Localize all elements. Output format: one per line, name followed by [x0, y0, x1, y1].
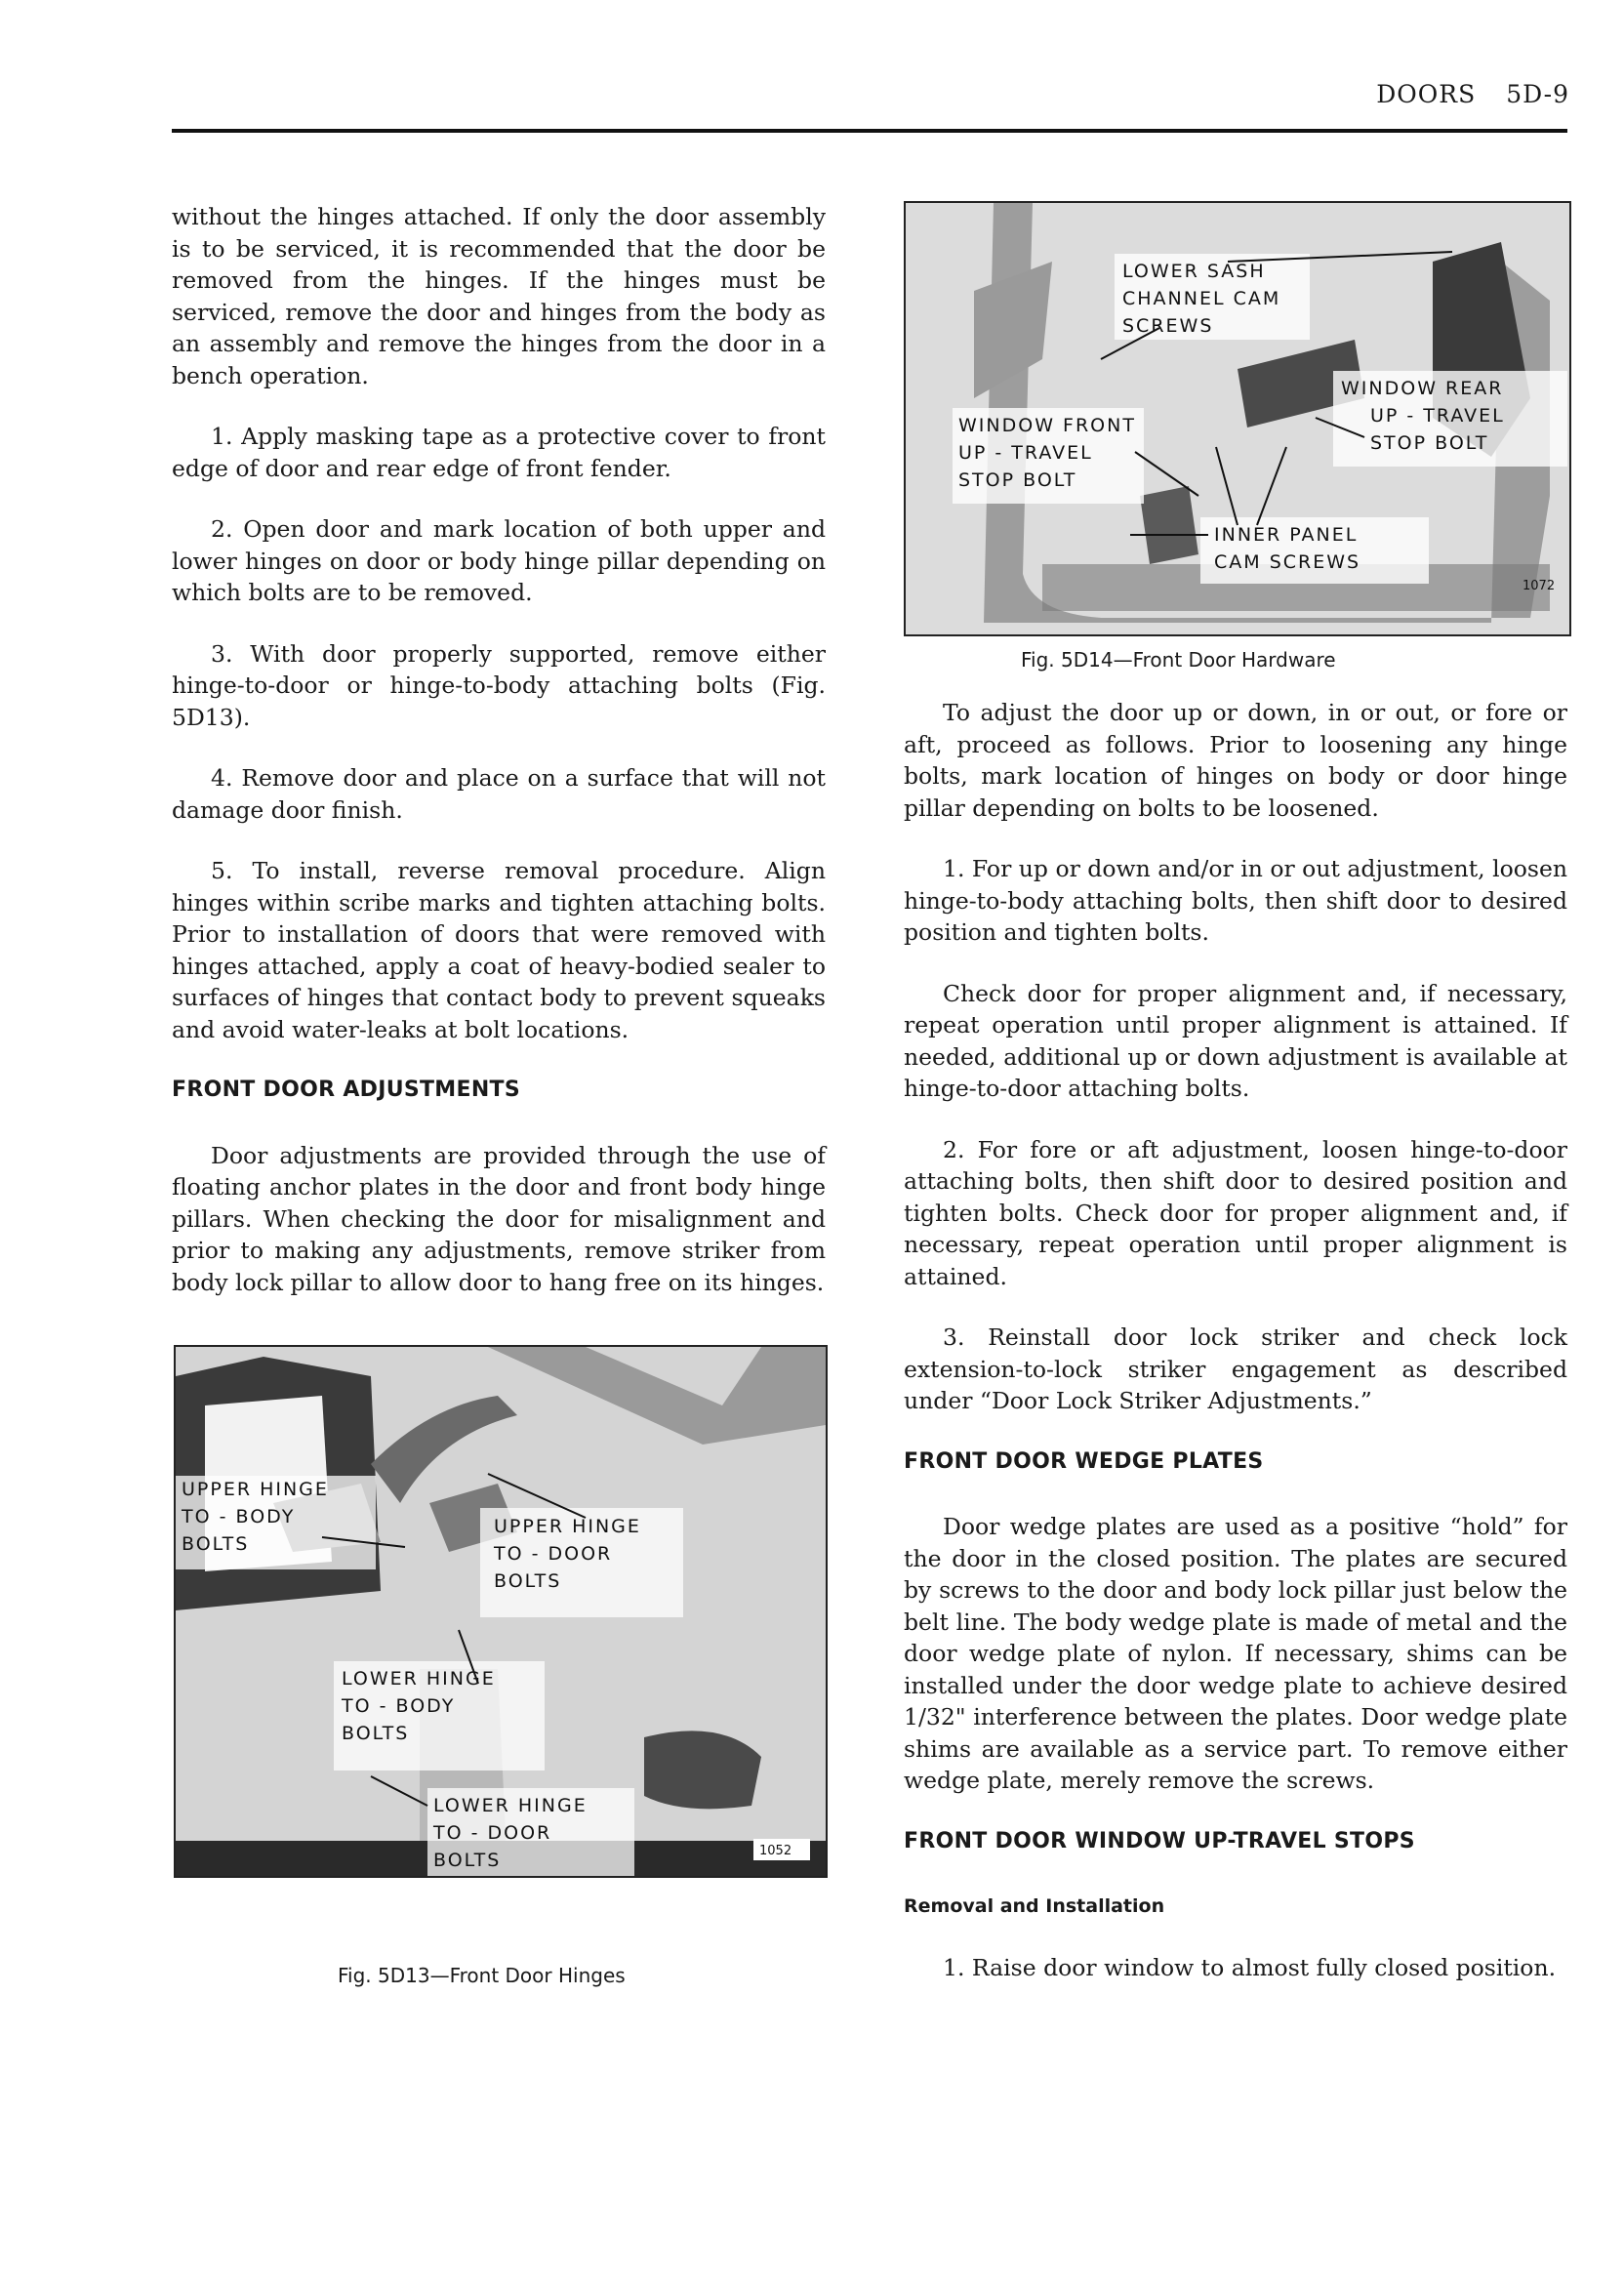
- figure-5d13-front-door-hinges: [174, 1345, 828, 1878]
- inner-panel-label-1: INNER PANEL: [1214, 524, 1359, 546]
- upper-hinge-to-body-label-1: UPPER HINGE: [182, 1479, 329, 1500]
- left-column: [172, 201, 826, 1327]
- front-stop-label-1: WINDOW FRONT: [958, 415, 1136, 436]
- step-1: 1. Apply masking tape as a protective cover to front edge of door and rear edge of front fender.: [172, 423, 826, 482]
- lower-hinge-to-body-label-1: LOWER HINGE: [342, 1668, 496, 1690]
- wedge-plates-paragraph: Door wedge plates are used as a positive “hold” for the door in the closed position. The plates are secured by screws to the door and body lock pillar just below the belt line. The body wedge plate is made of metal and the door wedge plate of nylon. If necessary, shims can be installed under the door wedge plate to achieve desired 1/32" interference between the plates. Door wedge plate shims are available as a service part. To remove either wedge plate, merely remove the screws.: [904, 1513, 1567, 1794]
- adjust-step-1: 1. For up or down and/or in or out adjustment, loosen hinge-to-body attaching bolts, then shift door to desired position and tighten bolts.: [904, 855, 1567, 946]
- lower-hinge-to-door-label-3: BOLTS: [433, 1850, 502, 1871]
- inner-panel-label-2: CAM SCREWS: [1214, 551, 1361, 573]
- step-5: 5. To install, reverse removal procedure. Align hinges within scribe marks and tighten attaching bolts. Prior to installation of doors that were removed with hinges attached, apply a coat of heavy-bodied sealer to surfaces of hinges that contact body to prevent squeaks and avoid water-leaks at bolt locations.: [172, 857, 826, 1043]
- upper-hinge-to-door-label-3: BOLTS: [494, 1570, 562, 1592]
- header-rule: [172, 129, 1567, 133]
- figure-5d14-caption: Fig. 5D14—Front Door Hardware: [1021, 648, 1336, 672]
- lower-hinge-to-door-label-2: TO - DOOR: [433, 1822, 552, 1844]
- section-title: DOORS: [1376, 80, 1477, 108]
- adjust-step-2: 2. For fore or aft adjustment, loosen hinge-to-door attaching bolts, then shift door to desired position and tighten bolts. Check door for proper alignment and, if necessary, repeat operation until proper alignment is attained.: [904, 1135, 1567, 1290]
- rear-stop-label-3: STOP BOLT: [1370, 432, 1489, 454]
- page-header: [1355, 80, 1569, 108]
- front-stop-label-3: STOP BOLT: [958, 469, 1077, 491]
- rear-stop-label-2: UP - TRAVEL: [1370, 405, 1505, 427]
- front-door-adjustments-heading: FRONT DOOR ADJUSTMENTS: [172, 1078, 520, 1102]
- lower-hinge-to-body-label-2: TO - BODY: [342, 1695, 456, 1717]
- adjust-step-3: 3. Reinstall door lock striker and check lock extension-to-lock striker engagement as described under “Door Lock Striker Adjustments.”: [904, 1323, 1567, 1414]
- adjustments-paragraph: Door adjustments are provided through the use of floating anchor plates in the door and front body hinge pillars. When checking the door for misalignment and prior to making any adjustments, remove striker from body lock pillar to allow door to hang free on its hinges.: [172, 1141, 826, 1296]
- removal-installation-subheading: Removal and Installation: [904, 1895, 1165, 1917]
- lower-hinge-to-door-label-1: LOWER HINGE: [433, 1795, 588, 1816]
- adjust-intro-paragraph: To adjust the door up or down, in or out, or fore or aft, proceed as follows. Prior to loosening any hinge bolts, mark location of hinges on body or door hinge pillar depending on bolts to be loosened.: [904, 699, 1567, 822]
- page-number: 5D-9: [1506, 80, 1569, 108]
- lower-hinge-to-body-label-3: BOLTS: [342, 1723, 410, 1744]
- rear-stop-label-1: WINDOW REAR: [1341, 378, 1504, 399]
- figure-14-number: 1072: [1522, 579, 1556, 593]
- right-column: [904, 697, 1567, 2013]
- figure-5d13-caption: Fig. 5D13—Front Door Hinges: [338, 1964, 626, 1987]
- figure-13-number: 1052: [759, 1844, 792, 1858]
- upper-hinge-to-door-label-2: TO - DOOR: [494, 1543, 613, 1565]
- step-2: 2. Open door and mark location of both upper and lower hinges on door or body hinge pillar depending on which bolts are to be removed.: [172, 515, 826, 606]
- upper-hinge-to-door-label-1: UPPER HINGE: [494, 1516, 641, 1537]
- stops-step-1: 1. Raise door window to almost fully closed position.: [943, 1953, 1557, 1981]
- lower-sash-label-2: CHANNEL CAM: [1122, 288, 1281, 309]
- wedge-plates-heading: FRONT DOOR WEDGE PLATES: [904, 1448, 1264, 1474]
- front-stop-label-2: UP - TRAVEL: [958, 442, 1093, 464]
- lower-sash-label-1: LOWER SASH: [1122, 261, 1266, 282]
- figure-5d14-front-door-hardware: [904, 201, 1571, 636]
- step-3: 3. With door properly supported, remove either hinge-to-door or hinge-to-body attaching bolts (Fig. 5D13).: [172, 639, 826, 731]
- step-4: 4. Remove door and place on a surface that will not damage door finish.: [172, 764, 826, 824]
- upper-hinge-to-body-label-2: TO - BODY: [182, 1506, 296, 1527]
- upper-hinge-to-body-label-3: BOLTS: [182, 1533, 250, 1555]
- check-alignment-paragraph: Check door for proper alignment and, if necessary, repeat operation until proper alignment is attained. If needed, additional up or down adjustment is available at hinge-to-door attaching bolts.: [904, 979, 1567, 1102]
- intro-paragraph: without the hinges attached. If only the door assembly is to be serviced, it is recommended that the door be removed from the hinges. If the hinges must be serviced, remove the door and hinges from the body as an assembly and remove the hinges from the door in a bench operation.: [172, 203, 826, 389]
- up-travel-stops-heading: FRONT DOOR WINDOW UP-TRAVEL STOPS: [904, 1828, 1415, 1853]
- lower-sash-label-3: SCREWS: [1122, 315, 1214, 337]
